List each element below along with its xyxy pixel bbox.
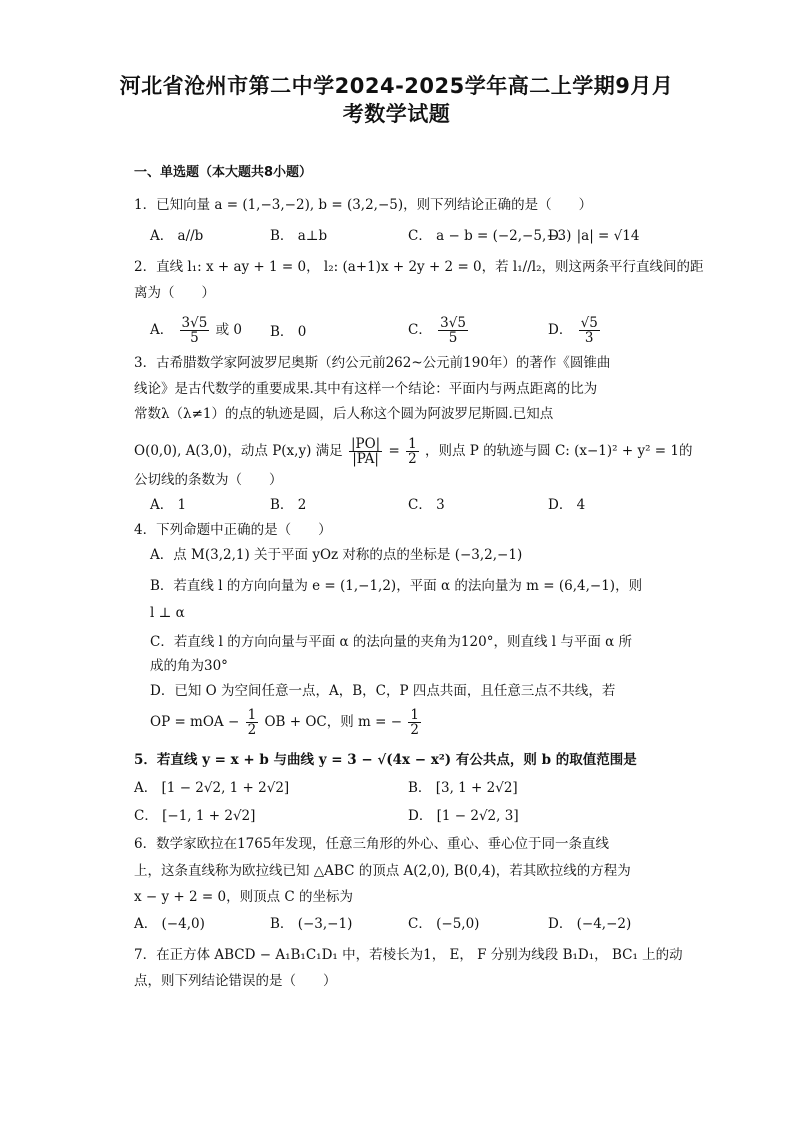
q3-stem-line5: 公切线的条数为（ ） (134, 472, 283, 488)
q6-stem-line3: x − y + 2 = 0，则顶点 C 的坐标为 (134, 889, 354, 905)
q2-option-d-label: D． (548, 322, 573, 338)
q7-stem-line1: 7．在正方体 ABCD − A₁B₁C₁D₁ 中，若棱长为1， E， F 分别为线段 B₁D₁， BC₁ 上的动 (134, 947, 683, 963)
q6-stem-line1: 6．数学家欧拉在1765年发现，任意三角形的外心、重心、垂心位于同一条直线 (134, 836, 609, 852)
q3-option-d: D． 4 (548, 497, 586, 513)
q4-d-part2: OB + OC，则 m = − (264, 714, 403, 730)
q2-option-b: B． 0 (270, 324, 307, 340)
q4-option-d-line1: D．已知 O 为空间任意一点，A，B，C，P 四点共面，且任意三点不共线，若 (150, 683, 616, 699)
q4-d-denominator1: 2 (247, 722, 257, 738)
q3-stem-line3: 常数λ（λ≠1）的点的轨迹是圆，后人称这个圆为阿波罗尼斯圆.已知点 (134, 406, 554, 422)
q2-option-d-fraction (579, 316, 600, 345)
q5-option-b: B． [3, 1 + 2√2] (408, 780, 518, 796)
q4-stem: 4．下列命题中正确的是（ ） (134, 522, 332, 538)
q1-option-c: C． a − b = (−2,−5,−3) (408, 228, 572, 244)
page-title-line1: 河北省沧州市第二中学2024-2025学年高二上学期9月月 (119, 74, 674, 98)
q2-stem-line1: 2．直线 l₁: x + ay + 1 = 0， l₂: (a+1)x + 2y + 2 = 0，若 l₁//l₂，则这两条平行直线间的距 (134, 259, 704, 275)
q2-c-denominator: 5 (448, 330, 458, 346)
q3-stem-line2: 线论》是古代数学的重要成果.其中有这样一个结论：平面内与两点距离的比为 (134, 381, 598, 397)
q2-option-c-label: C． (408, 322, 432, 338)
q1-stem: 1．已知向量 a = (1,−3,−2), b = (3,2,−5)，则下列结论正确的是（ ） (134, 197, 593, 213)
q3-half-numerator: 1 (408, 436, 417, 452)
q2-option-a-label: A． (150, 322, 174, 338)
q6-option-a: A． (−4,0) (134, 916, 205, 932)
q2-option-a-tail: 或 0 (215, 322, 243, 338)
q4-d-numerator2: 1 (410, 707, 419, 723)
q3-ratio-denominator: |PA| (352, 451, 379, 467)
q2-d-numerator: √5 (580, 315, 598, 331)
q3-stem4-part1: O(0,0), A(3,0)，动点 P(x,y) 满足 (134, 443, 343, 459)
q5-stem: 5．若直线 y = x + b 与曲线 y = 3 − √(4x − x²) 有公共点，则 b 的取值范围是 (134, 752, 637, 768)
q2-option-d (548, 316, 602, 345)
q4-d-fraction1 (246, 708, 259, 737)
q3-equals: = (388, 443, 400, 459)
q6-option-b: B． (−3,−1) (270, 916, 353, 932)
q4-d-part1: OP = mOA − (150, 714, 240, 730)
q2-option-c (408, 316, 470, 345)
q1-option-a: A． a//b (150, 228, 204, 244)
q4-option-a: A．点 M(3,2,1) 关于平面 yOz 对称的点的坐标是 (−3,2,−1) (150, 547, 523, 563)
q6-option-d: D． (−4,−2) (548, 916, 632, 932)
page-title-line2: 考数学试题 (342, 102, 451, 126)
q4-option-c-line2: 成的角为30° (150, 658, 228, 674)
q4-d-denominator2: 2 (410, 722, 419, 738)
q3-option-c: C． 3 (408, 497, 445, 513)
q5-option-a: A． [1 − 2√2, 1 + 2√2] (134, 780, 290, 796)
q4-option-d-line2 (150, 708, 423, 737)
q2-d-denominator: 3 (584, 330, 594, 346)
q3-half-fraction (406, 437, 419, 466)
q2-stem-line2: 离为（ ） (134, 285, 215, 301)
q2-c-numerator: 3√5 (440, 315, 466, 331)
q4-d-fraction2 (408, 708, 421, 737)
q2-option-a-fraction (180, 316, 210, 345)
q6-option-c: C． (−5,0) (408, 916, 480, 932)
q4-d-numerator1: 1 (247, 707, 257, 723)
q5-option-c: C． [−1, 1 + 2√2] (134, 808, 256, 824)
q1-option-d: D． |a| = √14 (548, 228, 640, 244)
q3-stem-line4 (134, 437, 693, 466)
q3-half-denominator: 2 (408, 451, 417, 467)
q5-option-d: D． [1 − 2√2, 3] (408, 808, 519, 824)
q4-option-b-line2: l ⊥ α (150, 605, 185, 621)
q2-option-c-fraction (438, 316, 468, 345)
q3-ratio-fraction (349, 437, 382, 466)
q2-a-denominator: 5 (190, 330, 199, 346)
q3-option-b: B． 2 (270, 497, 307, 513)
q6-stem-line2: 上，这条直线称为欧拉线已知 △ABC 的顶点 A(2,0), B(0,4)，若其欧拉线的方程为 (134, 863, 631, 879)
q1-option-b: B． a⊥b (270, 228, 328, 244)
q3-option-a: A． 1 (150, 497, 187, 513)
q3-ratio-numerator: |PO| (350, 436, 381, 452)
q2-option-a (150, 316, 242, 345)
q3-stem-line1: 3．古希腊数学家阿波罗尼奥斯（约公元前262~公元前190年）的著作《圆锥曲 (134, 355, 611, 371)
q2-a-numerator: 3√5 (181, 315, 208, 331)
q3-stem4-part2: ，则点 P 的轨迹与圆 C: (x−1)² + y² = 1的 (424, 443, 693, 459)
q7-stem-line2: 点，则下列结论错误的是（ ） (134, 973, 337, 989)
q4-option-b-line1: B．若直线 l 的方向向量为 e = (1,−1,2)，平面 α 的法向量为 m = (6,4,−1)，则 (150, 578, 643, 594)
q4-option-c-line1: C．若直线 l 的方向向量与平面 α 的法向量的夹角为120°，则直线 l 与平面 α 所 (150, 634, 633, 650)
section-heading: 一、单选题（本大题共8小题） (134, 165, 313, 180)
